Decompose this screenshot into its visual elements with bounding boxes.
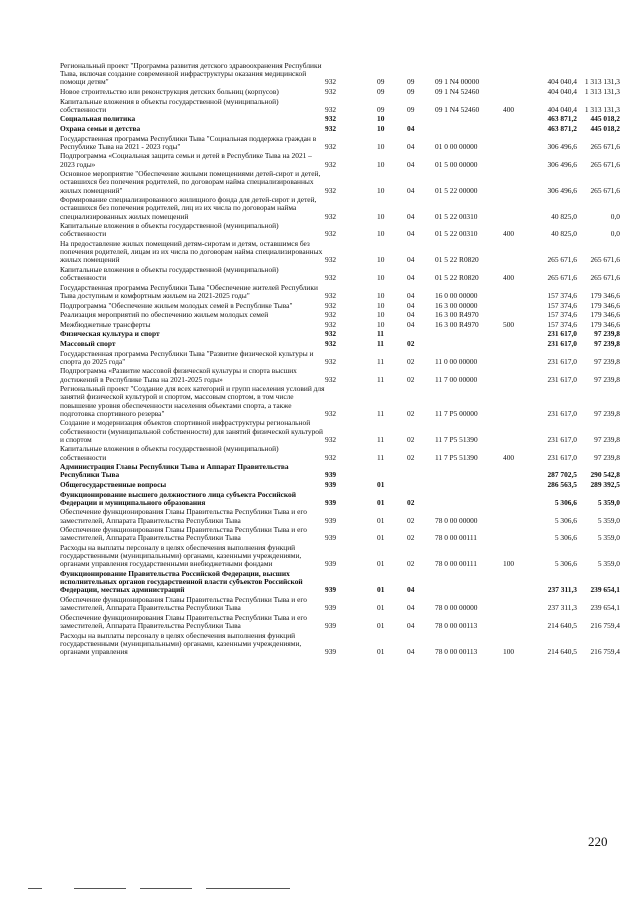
section-code: 09: [377, 87, 385, 96]
budget-item-name: Государственная программа Республики Тыва "Социальная поддержка граждан в Республике Тыва на 2021 - 2023 годы": [60, 133, 317, 151]
ministry-code: 932: [325, 185, 337, 195]
target-article-code: 09 1 N4 52460: [435, 87, 480, 96]
target-article-code: 01 5 00 00000: [435, 159, 478, 169]
budget-table: [60, 62, 620, 658]
amount-year-1: 265 671,6: [547, 255, 577, 265]
subsection-code: 02: [407, 408, 415, 418]
budget-item-name: Капитальные вложения в объекты государственной (муниципальной) собственности: [60, 264, 279, 283]
section-code: 10: [377, 141, 385, 151]
budget-item-name: Создание и модернизация объектов спортивной инфраструктуры региональной собственности (муниципальной собственности) для занятий физической культурой и спортом: [60, 418, 323, 444]
amount-year-2: 97 239,8: [594, 356, 620, 366]
amount-year-2: 179 346,6: [590, 310, 620, 320]
section-code: 10: [377, 290, 385, 300]
section-code: 10: [377, 319, 385, 329]
amount-year-1: 157 374,6: [547, 300, 577, 310]
budget-item-name: Региональный проект "Программа развития детского здравоохранения Республики Тыва, включая создание современной инфраструктуры оказания медицинской помощи детям": [60, 61, 322, 87]
section-code: 11: [377, 338, 384, 348]
budget-item-name: Физическая культура и спорт: [60, 329, 160, 339]
table-row: [60, 544, 620, 569]
amount-year-2: 97 239,8: [594, 408, 620, 418]
budget-item-name: Обеспечение функционирования Главы Правительства Республики Тыва и его заместителей, Аппарата Правительства Республики Тыва: [60, 594, 307, 613]
subsection-code: 02: [407, 452, 415, 462]
section-code: 10: [377, 310, 385, 320]
subsection-code: 04: [407, 290, 415, 300]
amount-year-2: 1 313 131,3: [584, 87, 620, 96]
subsection-code: 04: [407, 255, 415, 265]
table-row: [60, 463, 620, 479]
budget-item-name: Функционирование высшего должностного лица субъекта Российской Федерации и муниципального образования: [60, 489, 296, 507]
ministry-code: 939: [325, 479, 337, 489]
ministry-code: 939: [325, 559, 337, 569]
amount-year-2: 289 392,5: [590, 479, 620, 489]
ministry-code: 932: [325, 141, 337, 151]
footer-rule: [28, 888, 42, 889]
ministry-code: 932: [325, 123, 337, 133]
table-row: [60, 419, 620, 444]
amount-year-1: 404 040,4: [547, 104, 577, 114]
target-article-code: 78 0 00 00113: [435, 620, 478, 630]
amount-year-2: 0,0: [610, 211, 620, 221]
ministry-code: 932: [325, 77, 337, 87]
amount-year-1: 404 040,4: [547, 77, 577, 87]
amount-year-2: 216 759,4: [590, 620, 620, 630]
section-code: 01: [377, 603, 385, 613]
subsection-code: 02: [407, 559, 415, 569]
amount-year-1: 157 374,6: [547, 310, 577, 320]
section-code: 01: [377, 515, 385, 525]
subsection-code: 09: [407, 87, 415, 96]
table-row: [60, 321, 620, 329]
amount-year-2: 97 239,8: [594, 338, 620, 348]
table-row: [60, 88, 620, 96]
section-code: 10: [377, 211, 385, 221]
amount-year-2: 265 671,6: [590, 185, 620, 195]
ministry-code: 932: [325, 374, 337, 384]
amount-year-2: 265 671,6: [590, 255, 620, 265]
budget-item-name: Капитальные вложения в объекты государственной (муниципальной) собственности: [60, 96, 279, 114]
section-code: 10: [377, 300, 385, 310]
section-code: 09: [377, 77, 385, 87]
amount-year-2: 179 346,6: [590, 290, 620, 300]
target-article-code: 11 0 00 00000: [435, 356, 478, 366]
ministry-code: 932: [325, 229, 337, 239]
budget-item-name: Обеспечение функционирования Главы Правительства Республики Тыва и его заместителей, Аппарата Правительства Республики Тыва: [60, 507, 307, 525]
budget-item-name: Социальная политика: [60, 114, 136, 124]
target-article-code: 78 0 00 00111: [435, 533, 477, 543]
amount-year-1: 404 040,4: [547, 87, 577, 96]
subsection-code: 04: [407, 310, 415, 320]
section-code: 11: [377, 452, 385, 462]
target-article-code: 16 3 00 R4970: [435, 319, 479, 329]
budget-item-name: Капитальные вложения в объекты государственной (муниципальной) собственности: [60, 221, 279, 239]
amount-year-2: 1 313 131,3: [584, 77, 620, 87]
subsection-code: 04: [407, 211, 415, 221]
amount-year-1: 5 306,6: [554, 497, 577, 507]
budget-item-name: Обеспечение функционирования Главы Правительства Республики Тыва и его заместителей, Аппарата Правительства Республики Тыва: [60, 525, 307, 543]
amount-year-1: 214 640,5: [547, 620, 577, 630]
section-code: 10: [377, 255, 385, 265]
table-row: [60, 135, 620, 151]
target-article-code: 01 0 00 00000: [435, 141, 478, 151]
ministry-code: 939: [325, 470, 337, 480]
table-row: [60, 367, 620, 383]
section-code: 11: [377, 374, 385, 384]
amount-year-1: 237 311,3: [547, 585, 577, 595]
budget-item-name: Обеспечение функционирования Главы Правительства Республики Тыва и его заместителей, Аппарата Правительства Республики Тыва: [60, 612, 307, 630]
subsection-code: 04: [407, 229, 415, 239]
amount-year-2: 5 359,0: [597, 515, 620, 525]
section-code: 10: [377, 114, 385, 124]
ministry-code: 939: [325, 515, 337, 525]
section-code: 01: [377, 585, 385, 595]
amount-year-1: 231 617,0: [547, 329, 577, 339]
footer-rule: [140, 888, 192, 889]
amount-year-2: 290 542,8: [590, 470, 620, 480]
amount-year-1: 306 496,6: [547, 185, 577, 195]
budget-item-name: Капитальные вложения в объекты государственной (муниципальной) собственности: [60, 444, 279, 462]
table-row: [60, 266, 620, 282]
expense-type-code: 400: [503, 273, 515, 283]
subsection-code: 04: [407, 646, 415, 656]
subsection-code: 02: [407, 374, 415, 384]
budget-item-name: Новое строительство или реконструкция детских больниц (корпусов): [60, 87, 279, 96]
budget-item-name: Основное мероприятие "Обеспечение жилыми помещениями детей-сирот и детей, оставшихся без попечения родителей, по договорам найма специализированных жилых помещений": [60, 169, 321, 195]
ministry-code: 939: [325, 603, 337, 613]
target-article-code: 01 5 22 00310: [435, 211, 478, 221]
ministry-code: 932: [325, 408, 337, 418]
ministry-code: 932: [325, 273, 337, 283]
budget-item-name: Подпрограмма «Развитие массовой физической культуры и спорта высших достижений в Республике Тыва на 2021-2025 годы»: [60, 366, 297, 384]
amount-year-2: 265 671,6: [590, 141, 620, 151]
subsection-code: 09: [407, 77, 415, 87]
section-code: 11: [377, 434, 385, 444]
ministry-code: 932: [325, 300, 337, 310]
section-code: 10: [377, 273, 385, 283]
ministry-code: 932: [325, 159, 337, 169]
amount-year-2: 97 239,8: [594, 434, 620, 444]
ministry-code: 932: [325, 319, 337, 329]
section-code: 01: [377, 533, 385, 543]
budget-item-name: Функционирование Правительства Российской Федерации, высших исполнительных органов государственной власти субъектов Российской Федерации, местных администраций: [60, 568, 303, 595]
section-code: 10: [377, 185, 385, 195]
ministry-code: 932: [325, 356, 337, 366]
ministry-code: 939: [325, 533, 337, 543]
target-article-code: 78 0 00 00111: [435, 559, 477, 569]
budget-item-name: Общегосударственные вопросы: [60, 479, 167, 489]
amount-year-1: 237 311,3: [547, 603, 577, 613]
amount-year-2: 97 239,8: [594, 452, 620, 462]
budget-item-name: Массовый спорт: [60, 338, 116, 348]
amount-year-1: 5 306,6: [554, 533, 577, 543]
table-row: [60, 222, 620, 238]
subsection-code: 04: [407, 185, 415, 195]
amount-year-1: 157 374,6: [547, 319, 577, 329]
table-row: [60, 152, 620, 168]
target-article-code: 01 5 22 00000: [435, 185, 478, 195]
ministry-code: 932: [325, 310, 337, 320]
table-row: [60, 445, 620, 461]
subsection-code: 04: [407, 603, 415, 613]
subsection-code: 02: [407, 497, 415, 507]
table-row: [60, 526, 620, 542]
target-article-code: 16 3 00 00000: [435, 300, 478, 310]
amount-year-2: 445 018,2: [590, 123, 620, 133]
section-code: 10: [377, 229, 385, 239]
amount-year-1: 287 702,5: [547, 470, 577, 480]
ministry-code: 932: [325, 290, 337, 300]
table-row: [60, 491, 620, 507]
expense-type-code: 500: [503, 319, 515, 329]
budget-item-name: Региональный проект "Создание для всех категорий и групп населения условий для занятий физической культурой и спортом, массовым спортом, в том числе повышение уровня обеспеченности населения объектами спорта, а также подготовка спортивного резерва": [60, 384, 325, 418]
subsection-code: 02: [407, 533, 415, 543]
budget-item-name: Расходы на выплаты персоналу в целях обеспечения выполнения функций государственными (муниципальными) органами, казенными учреждениями, органами управления: [60, 630, 302, 656]
amount-year-2: 216 759,4: [590, 646, 620, 656]
subsection-code: 02: [407, 434, 415, 444]
target-article-code: 11 7 P5 00000: [435, 408, 478, 418]
amount-year-1: 5 306,6: [554, 559, 577, 569]
amount-year-1: 5 306,6: [554, 515, 577, 525]
expense-type-code: 400: [503, 104, 515, 114]
target-article-code: 01 5 22 00310: [435, 229, 478, 239]
subsection-code: 04: [407, 123, 415, 133]
ministry-code: 932: [325, 87, 337, 96]
amount-year-2: 5 359,0: [597, 533, 620, 543]
subsection-code: 02: [407, 515, 415, 525]
amount-year-1: 40 825,0: [551, 229, 577, 239]
budget-item-name: Подпрограмма «Социальная защита семьи и детей в Республике Тыва на 2021 – 2023 годы»: [60, 151, 312, 169]
amount-year-2: 265 671,6: [590, 273, 620, 283]
section-code: 10: [377, 123, 385, 133]
expense-type-code: 100: [503, 646, 515, 656]
target-article-code: 09 1 N4 00000: [435, 77, 480, 87]
subsection-code: 04: [407, 319, 415, 329]
amount-year-1: 40 825,0: [551, 211, 577, 221]
budget-item-name: Подпрограмма "Обеспечение жильем молодых семей в Республике Тыва": [60, 300, 293, 310]
subsection-code: 04: [407, 159, 415, 169]
expense-type-code: 400: [503, 452, 515, 462]
target-article-code: 11 7 P5 51390: [435, 434, 478, 444]
amount-year-2: 179 346,6: [590, 300, 620, 310]
target-article-code: 01 5 22 R0820: [435, 273, 479, 283]
ministry-code: 932: [325, 434, 337, 444]
table-row: [60, 240, 620, 265]
budget-item-name: Межбюджетные трансферты: [60, 319, 151, 329]
ministry-code: 932: [325, 329, 337, 339]
table-row: [60, 340, 620, 348]
expense-type-code: 100: [503, 559, 515, 569]
subsection-code: 02: [407, 338, 415, 348]
amount-year-1: 231 617,0: [547, 434, 577, 444]
table-row: [60, 632, 620, 657]
target-article-code: 16 3 00 R4970: [435, 310, 479, 320]
amount-year-2: 1 313 131,3: [584, 104, 620, 114]
budget-item-name: Охрана семьи и детства: [60, 123, 141, 133]
table-row: [60, 311, 620, 319]
amount-year-1: 231 617,0: [547, 356, 577, 366]
section-code: 01: [377, 497, 385, 507]
subsection-code: 04: [407, 585, 415, 595]
ministry-code: 932: [325, 211, 337, 221]
section-code: 11: [377, 356, 385, 366]
budget-item-name: Реализация мероприятий по обеспечению жильем молодых семей: [60, 310, 269, 320]
table-row: [60, 170, 620, 195]
subsection-code: 04: [407, 141, 415, 151]
amount-year-1: 231 617,0: [547, 408, 577, 418]
amount-year-2: 97 239,8: [594, 374, 620, 384]
amount-year-1: 463 871,2: [547, 114, 577, 124]
table-row: [60, 330, 620, 338]
budget-item-name: На предоставление жилых помещений детям-сиротам и детям, оставшимся без попечения родителей, лицам из их числа по договорам найма специализированных жилых помещений: [60, 238, 323, 265]
table-row: [60, 196, 620, 221]
amount-year-1: 157 374,6: [547, 290, 577, 300]
amount-year-1: 463 871,2: [547, 123, 577, 133]
budget-item-name: Государственная программа Республики Тыва "Развитие физической культуры и спорта до 2025 года": [60, 348, 314, 366]
table-row: [60, 350, 620, 366]
amount-year-1: 231 617,0: [547, 452, 577, 462]
subsection-code: 02: [407, 356, 415, 366]
section-code: 01: [377, 479, 385, 489]
amount-year-2: 239 654,1: [590, 603, 620, 613]
table-row: [60, 302, 620, 310]
target-article-code: 01 5 22 R0820: [435, 255, 479, 265]
table-row: [60, 614, 620, 630]
table-row: [60, 570, 620, 595]
footer-rule: [206, 888, 290, 889]
section-code: 01: [377, 646, 385, 656]
amount-year-1: 214 640,5: [547, 646, 577, 656]
amount-year-2: 239 654,1: [590, 585, 620, 595]
amount-year-2: 445 018,2: [590, 114, 620, 124]
table-row: [60, 125, 620, 133]
target-article-code: 09 1 N4 52460: [435, 104, 480, 114]
budget-item-name: Администрация Главы Республики Тыва и Аппарат Правительства Республики Тыва: [60, 462, 289, 480]
section-code: 09: [377, 104, 385, 114]
section-code: 01: [377, 559, 385, 569]
amount-year-1: 265 671,6: [547, 273, 577, 283]
table-row: [60, 596, 620, 612]
ministry-code: 932: [325, 255, 337, 265]
amount-year-2: 5 359,0: [597, 559, 620, 569]
amount-year-2: 265 671,6: [590, 159, 620, 169]
ministry-code: 939: [325, 646, 337, 656]
section-code: 10: [377, 159, 385, 169]
amount-year-1: 231 617,0: [547, 338, 577, 348]
page-number: 220: [588, 834, 608, 849]
amount-year-2: 0,0: [610, 229, 620, 239]
table-row: [60, 508, 620, 524]
budget-item-name: Государственная программа Республики Тыва "Обеспечение жителей Республики Тыва доступным и комфортным жильем на 2021-2025 годы": [60, 282, 318, 300]
budget-item-name: Формирование специализированного жилищного фонда для детей-сирот и детей, оставшихся без попечения родителей, лиц из их числа по договорам найма специализированных жилых помещений: [60, 195, 317, 221]
amount-year-1: 306 496,6: [547, 141, 577, 151]
section-code: 11: [377, 408, 385, 418]
subsection-code: 09: [407, 104, 415, 114]
section-code: 11: [377, 329, 384, 339]
amount-year-2: 179 346,6: [590, 319, 620, 329]
ministry-code: 939: [325, 497, 337, 507]
ministry-code: 932: [325, 452, 337, 462]
ministry-code: 939: [325, 620, 337, 630]
subsection-code: 04: [407, 273, 415, 283]
amount-year-1: 306 496,6: [547, 159, 577, 169]
subsection-code: 04: [407, 300, 415, 310]
target-article-code: 78 0 00 00000: [435, 603, 478, 613]
ministry-code: 932: [325, 104, 337, 114]
amount-year-1: 231 617,0: [547, 374, 577, 384]
table-row: [60, 385, 620, 418]
budget-item-name: Расходы на выплаты персоналу в целях обеспечения выполнения функций государственными (муниципальными) органами, казенными учреждениями, органами управления государственными внебюджетными фондами: [60, 542, 302, 569]
target-article-code: 16 0 00 00000: [435, 290, 478, 300]
table-row: [60, 115, 620, 123]
target-article-code: 78 0 00 00113: [435, 646, 478, 656]
footer-rule: [74, 888, 126, 889]
expense-type-code: 400: [503, 229, 515, 239]
ministry-code: 939: [325, 585, 337, 595]
table-row: [60, 62, 620, 87]
target-article-code: 11 7 00 00000: [435, 374, 478, 384]
ministry-code: 932: [325, 114, 337, 124]
table-row: [60, 481, 620, 489]
subsection-code: 04: [407, 620, 415, 630]
amount-year-1: 286 563,5: [547, 479, 577, 489]
amount-year-2: 97 239,8: [594, 329, 620, 339]
table-row: [60, 98, 620, 114]
section-code: 01: [377, 620, 385, 630]
target-article-code: 11 7 P5 51390: [435, 452, 478, 462]
ministry-code: 932: [325, 338, 337, 348]
table-row: [60, 284, 620, 300]
target-article-code: 78 0 00 00000: [435, 515, 478, 525]
amount-year-2: 5 359,0: [597, 497, 620, 507]
